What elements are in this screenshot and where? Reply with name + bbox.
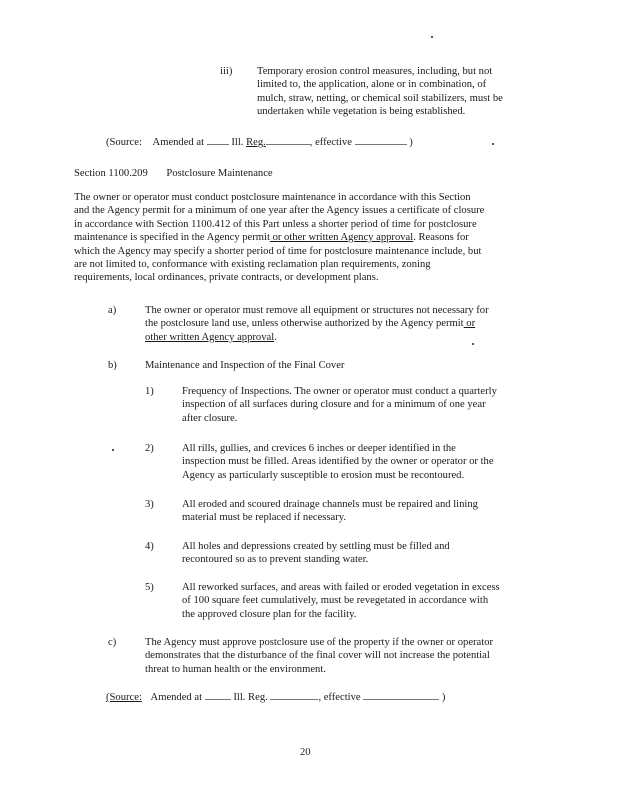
item-a-text	[145, 304, 489, 344]
text-run: .	[274, 331, 277, 343]
text-line	[145, 317, 489, 330]
text-line: recontoured so as to prevent standing water.	[182, 554, 369, 566]
inserted-text: other written Agency approval	[145, 331, 275, 343]
intro-paragraph	[74, 191, 484, 285]
text-run: maintenance is specified in the Agency permit	[74, 232, 270, 244]
source-close: )	[441, 692, 446, 703]
source-effective: , effective	[309, 137, 352, 148]
text-line: Agency as particularly susceptible to erosion must be recontoured.	[182, 469, 465, 481]
text-line: are not limited to, conformance with existing reclamation plan requirements, zoning	[74, 259, 431, 271]
source-reg-prefix: Ill.	[231, 137, 247, 148]
item-iii-label: iii)	[220, 66, 233, 77]
text-line: All reworked surfaces, and areas with failed or eroded vegetation in excess	[182, 582, 500, 593]
source-reg: Ill. Reg.	[233, 692, 268, 703]
inserted-text: or other written Agency approval	[269, 232, 414, 244]
text-line: limited to, the application, alone or in combination, of	[257, 79, 487, 91]
section-heading	[74, 167, 273, 180]
text-line	[145, 331, 489, 344]
volume-blank	[207, 144, 229, 145]
date-blank	[363, 699, 439, 700]
item-iii-text	[257, 65, 503, 119]
date-blank	[355, 144, 407, 145]
text-line: Temporary erosion control measures, including, but not	[257, 66, 493, 77]
text-line: and the Agency permit for a minimum of one year after the Agency issues a certificate of closure	[74, 205, 485, 217]
text-line: of 100 square feet cumulatively, must be revegetated in accordance with	[182, 595, 489, 607]
source-note-top	[106, 136, 413, 149]
text-line: after closure.	[182, 412, 238, 424]
subitem-2-text	[182, 442, 494, 482]
subitem-2-label: 2)	[145, 443, 154, 454]
item-c-label: c)	[108, 637, 117, 648]
text-line: All holes and depressions created by settling must be filled and	[182, 541, 450, 552]
subitem-3-text	[182, 498, 478, 525]
text-line: The owner or operator must remove all equipment or structures not necessary for	[145, 305, 489, 316]
text-line: Frequency of Inspections. The owner or operator must conduct a quarterly	[182, 386, 497, 397]
volume-blank	[205, 699, 231, 700]
page-blank	[266, 144, 310, 145]
inserted-text: or	[463, 318, 476, 330]
text-line: mulch, straw, netting, or chemical soil stabilizers, must be	[257, 92, 503, 104]
text-line: the approved closure plan for the facility.	[182, 608, 357, 620]
scan-speck	[431, 36, 433, 38]
subitem-3-label: 3)	[145, 499, 154, 510]
text-line: in accordance with Section 1100.412 of this Part unless a shorter period of time for postclosure	[74, 218, 477, 230]
text-line: All rills, gullies, and crevices 6 inches or deeper identified in the	[182, 443, 456, 454]
source-note-bottom	[106, 691, 445, 704]
source-close: )	[409, 137, 413, 148]
item-b-title: Maintenance and Inspection of the Final Cover	[145, 360, 345, 371]
text-line: All eroded and scoured drainage channels must be repaired and lining	[182, 499, 478, 510]
subitem-5-label: 5)	[145, 582, 154, 593]
text-line: requirements, local ordinances, private contracts, or development plans.	[74, 272, 379, 284]
text-line: threat to human health or the environment.	[145, 663, 326, 675]
subitem-5-text	[182, 581, 500, 621]
subitem-1-text	[182, 385, 497, 425]
scan-speck	[112, 449, 114, 451]
text-line: inspection of all surfaces during closure and for a minimum of one year	[182, 399, 486, 411]
item-a-label: a)	[108, 305, 117, 316]
page-number: 20	[300, 747, 311, 758]
text-line: which the Agency may specify a shorter period of time for postclosure maintenance include, but	[74, 245, 482, 257]
text-line	[74, 231, 484, 244]
source-amended: Amended at	[150, 692, 203, 703]
source-open: (Source:	[106, 137, 142, 148]
text-line: inspection must be filled. Areas identified by the owner or operator or the	[182, 456, 494, 468]
text-line: material must be replaced if necessary.	[182, 512, 347, 524]
text-line: The owner or operator must conduct postclosure maintenance in accordance with this Section	[74, 192, 471, 203]
text-run: . Reasons for	[413, 232, 469, 244]
source-effective: , effective	[318, 692, 361, 703]
subitem-1-label: 1)	[145, 386, 154, 397]
section-number: Section 1100.209	[74, 168, 148, 179]
section-title: Postclosure Maintenance	[166, 168, 273, 179]
subitem-4-label: 4)	[145, 541, 154, 552]
text-run: the postclosure land use, unless otherwise authorized by the Agency permit	[145, 318, 464, 330]
subitem-4-text	[182, 540, 450, 567]
source-amended: Amended at	[152, 137, 205, 148]
item-b-label: b)	[108, 360, 117, 371]
text-line: demonstrates that the disturbance of the final cover will not increase the potential	[145, 650, 490, 662]
source-reg: Reg.	[246, 137, 266, 148]
scan-speck	[492, 143, 494, 145]
item-c-text	[145, 636, 493, 676]
text-line: undertaken while vegetation is being established.	[257, 106, 466, 118]
source-open: (Source:	[106, 692, 142, 703]
text-line: The Agency must approve postclosure use of the property if the owner or operator	[145, 637, 494, 648]
page-blank	[270, 699, 318, 700]
